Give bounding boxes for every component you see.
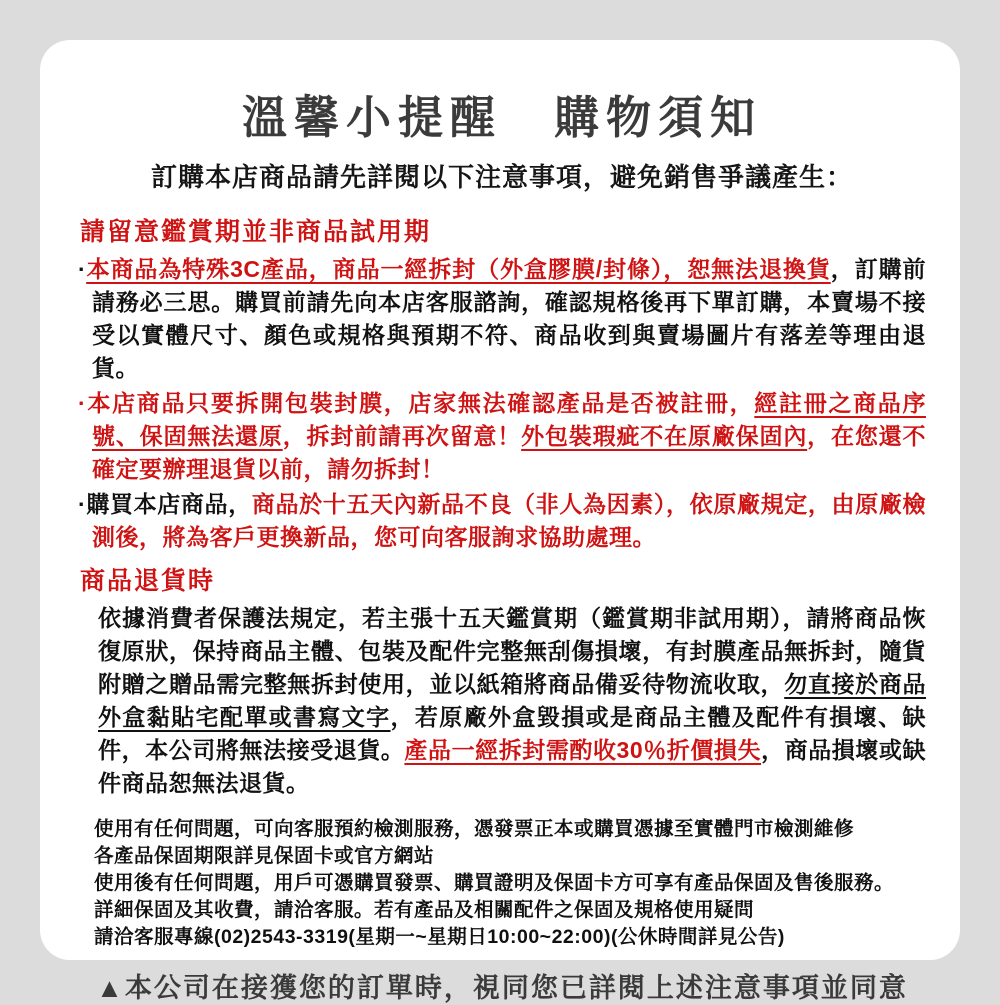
service-notes: [94, 816, 926, 951]
paragraph-text-black: ，商品損壞或缺件商品恕無法退貨。: [98, 737, 927, 796]
paragraph-text-black-underline: 勿直接於商品外盒黏貼宅配單或書寫文字: [98, 671, 927, 730]
bullet-marker: ·: [78, 390, 87, 416]
bullet-marker: ·: [78, 256, 87, 282]
paragraph-text-black: ，若原廠外盒毀損或是商品主體及配件有損壞、缺件，本公司將無法接受退貨。: [98, 704, 927, 763]
paragraph-text-black: 依據消費者保護法規定，若主張十五天鑑賞期（鑑賞期非試用期），請將商品恢復原狀，保持商品主體、包裝及配件完整無刮傷損壞，有封膜產品無拆封，隨貨附贈之贈品需完整無拆封使用，並以紙箱將商品備妥待物流收取，: [98, 605, 926, 697]
section-heading-return-policy: 商品退貨時: [80, 567, 216, 595]
bullet-item-fifteen-days: [78, 488, 926, 554]
page-subtitle: 訂購本店商品請先詳閱以下注意事項，避免銷售爭議產生：: [150, 162, 853, 192]
bullet-text-red: ，在您還不確定要辦理退貨以前，請勿拆封！: [92, 423, 927, 482]
section-heading-appreciation-period: 請留意鑑賞期並非商品試用期: [80, 218, 432, 246]
bullet-text-black: 購買本店商品，: [86, 491, 252, 517]
page-title: 溫馨小提醒 購物須知: [241, 92, 762, 143]
bullet-text-red-underline: 本商品為特殊3C產品，商品一經拆封（外盒膠膜/封條），恕無法退換貨: [86, 256, 831, 282]
agreement-statement: ▲本公司在接獲您的訂單時，視同您已詳閱上述注意事項並同意: [96, 973, 908, 1003]
bullet-text-black: ，訂購前請務必三思。購買前請先向本店客服諮詢，確認規格後再下單訂購，本賣場不接受以實體尺寸、顏色或規格與預期不符、商品收到與賣場圖片有落差等理由退貨。: [92, 256, 927, 381]
bullet-text-red-underline: 外包裝瑕疵不在原廠保固內: [521, 423, 808, 449]
bullet-text-red-underline: 經註冊之商品序號、保固無法還原: [92, 390, 927, 449]
bullet-item-seal-warning: [78, 387, 926, 486]
bullet-text-red: 本店商品只要拆開包裝封膜，店家無法確認產品是否被註冊，: [86, 390, 755, 416]
return-policy-paragraph: [98, 602, 926, 800]
note-line-warranty-fees: 詳細保固及其收費，請洽客服。若有產品及相關配件之保固及規格使用疑問: [94, 899, 755, 921]
bullet-marker: ·: [78, 491, 87, 517]
note-line-warranty-period: 各產品保固期限詳見保固卡或官方網站: [94, 845, 435, 867]
note-line-after-sales: 使用後有任何問題，用戶可憑購買發票、購買證明及保固卡方可享有產品保固及售後服務。: [94, 872, 895, 894]
paragraph-text-red-underline: 產品一經拆封需酌收30％折價損失: [404, 737, 762, 763]
bullet-item-special-3c: [78, 253, 926, 385]
note-line-inspection-service: 使用有任何問題，可向客服預約檢測服務，憑發票正本或購買憑據至實體門市檢測維修: [94, 818, 855, 840]
bullet-text-red: 商品於十五天內新品不良（非人為因素），依原廠規定，由原廠檢測後，將為客戶更換新品，您可向客服詢求協助處理。: [92, 491, 927, 550]
note-line-service-hotline: 請洽客服專線(02)2543-3319(星期一~星期日10:00~22:00)(公休時間詳見公告): [94, 926, 785, 948]
bullet-text-red: ，拆封前請再次留意！: [282, 423, 522, 449]
notice-card: [40, 40, 960, 1003]
